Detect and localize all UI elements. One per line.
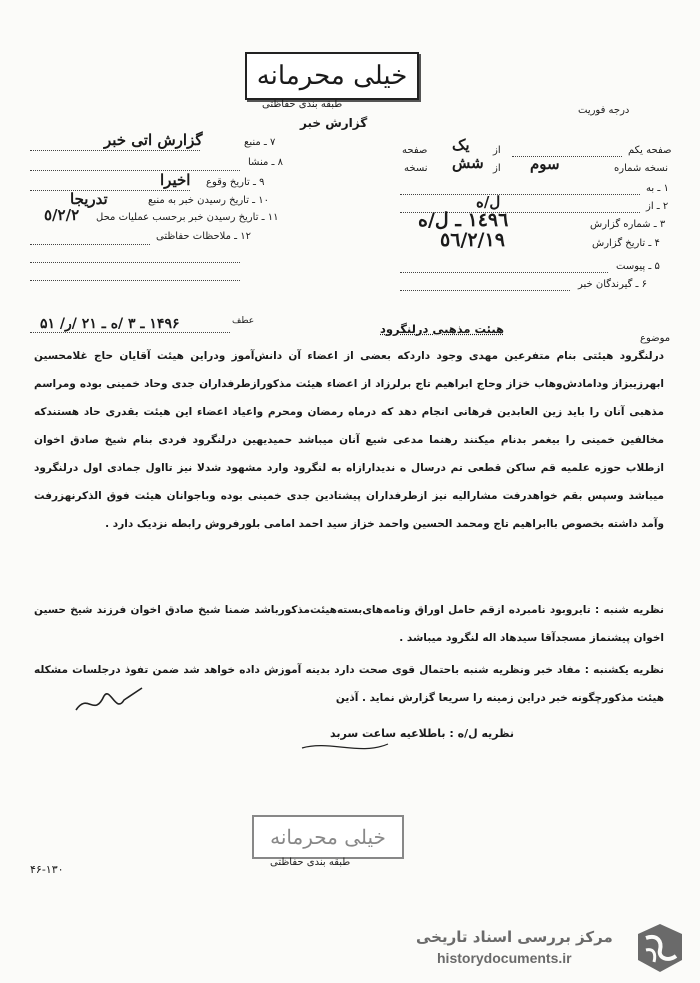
field-operational-received-value: ٥/٢/٢	[44, 206, 80, 224]
field-report-number-value: ۱٤٩٦ ـ ل/ه	[418, 209, 509, 231]
field-operational-received-label: ۱۱ ـ تاریخ رسیدن خبر برحسب عملیات محل	[96, 212, 279, 223]
field-notes-line-2	[30, 262, 240, 263]
subject-value: هیئت مذهبی درلنگرود	[380, 322, 505, 336]
copy-of: از	[493, 163, 501, 174]
page-total: یک	[452, 136, 470, 154]
field-notes-line-1	[30, 244, 150, 245]
classification-stamp-top: خیلی محرمانه	[245, 52, 419, 100]
brand-name: مرکز بررسی اسناد تاریخی	[416, 928, 613, 946]
copy-unit: نسخه	[404, 163, 428, 174]
field-notes-line-3	[30, 280, 240, 281]
copy-label: نسخه شماره	[614, 163, 668, 174]
page-unit: صفحه	[402, 145, 428, 156]
reference-label: عطف	[232, 316, 255, 326]
subject-label: موضوع	[640, 333, 671, 344]
closing-underline	[300, 738, 390, 758]
field-from-label: ۲ ـ از	[646, 201, 669, 212]
field-from-value: ل/ه	[476, 193, 501, 211]
page-number-line	[512, 156, 622, 157]
field-source-value: گزارش اتی خبر	[104, 131, 203, 149]
field-to-line	[400, 194, 640, 195]
page-of: از	[493, 145, 501, 156]
report-paragraph-saturday: نظریه شنبه : تایروبود نامبرده ازقم حامل اوراق ونامه‌های‌بسته‌هیئت‌مذکورباشد ضمنا شیخ صادق اخوان فرزند شیخ حسین اخوان پیشنماز مسجدآقا سیدهاد اله لنگرود میباشد .	[34, 604, 664, 644]
copy-value: سوم	[530, 155, 560, 173]
document-number: ۴۶-۱۳۰	[30, 863, 64, 876]
copy-total: شش	[452, 154, 484, 172]
classification-stamp-bottom: خیلی محرمانه	[252, 815, 404, 859]
field-source-line	[30, 150, 200, 151]
report-paragraph-main: درلنگرود هیئتی بنام متفرعین مهدی وجود داردکه بعضی از اعضاء آن دانش‌آموز ودراین هیئت آقایان حاج غلامحسین ابهرزیبزاز ودامادش‌وهاب خزاز وحاج ابراهیم تاج برلرزاد از اعضاء هیئت مذکورازطرفداران جدی وحاد خمینی بوده ومراسم مذهبی آنان را باید زین العابدین فرهانی انجام دهد که درماه رمضان ومحرم واعیاد اعضاء این هیئت بقدری حاد هستندکه مخالفین خمینی را بیغمر بدنام میکنند رهنما مدعی شیع آنان میباشد حمیدیهین درلنگرود فردی بنام شیخ صادق اخوان ازطلاب حوزه علمیه قم ساکن قطعی تم درسال ه ندیدارازاه به لنگرود وارد مشهود شدلا نیز تااول جمادی اول درلنگرود میباشد وسپس بقم خواهدرفت مشارالیه نیز ازطرفداران پیشتادین جدی خمینی بوده وباجوانان هیئت فوق الذکرنهزرفت وآمد داشته بخصوص باابراهیم تاج ومحمد الحسین واحمد خزاز سید احمد امامی بلورفروش رابطه نزدیک دارد .	[34, 350, 664, 530]
classification-label-top: طبقه بندی حفاظتی	[262, 99, 343, 110]
reference-value: ۱۴۹۶ ـ ۳ /ه ـ ۲۱ /ر/ ۵۱	[40, 316, 180, 332]
report-title: گزارش خبر	[300, 116, 368, 130]
field-source-received-label: ۱۰ ـ تاریخ رسیدن خبر به منبع	[148, 195, 270, 206]
reference-line	[30, 332, 230, 333]
field-occurrence-line	[30, 190, 190, 191]
field-source-label: ۷ ـ منبع	[244, 137, 276, 148]
signature	[70, 680, 150, 720]
field-attachment-line	[400, 272, 608, 273]
field-report-date-value: ٥٦/٢/١٩	[440, 229, 505, 251]
field-report-number-label: ۳ ـ شماره گزارش	[590, 219, 666, 230]
field-origin-line	[30, 170, 240, 171]
closing-remark: نظریه ل/ه : باطلاعیه ساعت سربد	[330, 727, 514, 740]
field-security-notes-label: ۱۲ ـ ملاحظات حفاظتی	[156, 231, 251, 242]
field-source-received-value: تدریجا	[70, 190, 108, 208]
field-occurrence-date-label: ۹ ـ تاریخ وقوع	[206, 177, 265, 188]
brand-url: historydocuments.ir	[437, 950, 572, 966]
page-label: صفحه یکم	[628, 145, 672, 156]
priority-label: درجه فوریت	[578, 105, 630, 116]
field-occurrence-date-value: اخیرا	[160, 171, 191, 189]
field-recipients-line	[400, 290, 570, 291]
classification-label-bottom: طبقه بندی حفاظتی	[270, 857, 351, 868]
field-origin-label: ۸ ـ منشا	[248, 157, 284, 168]
field-attachment-label: ۵ ـ پیوست	[616, 261, 660, 272]
field-report-date-label: ۴ ـ تاریخ گزارش	[592, 238, 660, 249]
field-to-label: ۱ ـ به	[646, 183, 669, 194]
brand-logo-icon	[632, 920, 688, 976]
report-paragraph-sunday: نظریه یکشنبه : مفاد خبر ونظریه شنبه باحتمال قوی صحت دارد بدینه آموزش داده خواهد شد ضمن تفوذ درجلسات مشکله هیئت مذکورچگونه خبر دراین زمینه را سریعا گزارش نماید . آذین	[34, 664, 664, 704]
field-recipients-label: ۶ ـ گیرندگان خبر	[578, 279, 648, 290]
